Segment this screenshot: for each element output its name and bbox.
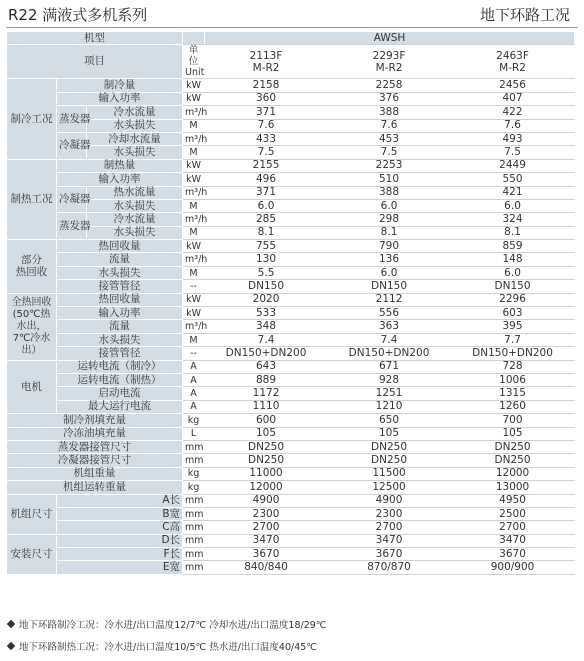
value-2463: 6.0: [451, 199, 575, 212]
value-2463: 8.1: [451, 226, 575, 239]
value-2293: 136: [328, 253, 451, 266]
param-label: 冷却水流量: [87, 132, 183, 145]
unit-cell: kW: [183, 79, 205, 92]
unit-cell: m³/h: [183, 320, 205, 333]
value-2293: 671: [328, 360, 451, 373]
unit-cell: kW: [183, 307, 205, 320]
unit-cell: m³/h: [183, 106, 205, 119]
table-row: [7, 347, 575, 360]
param-label: 最大运行电流: [57, 400, 183, 413]
value-2463: 395: [451, 320, 575, 333]
note-cooling-text: 地下环路制冷工况：冷水进/出口温度12/7℃ 冷却水进/出口温度18/29℃: [19, 620, 327, 631]
value-2463: 1260: [451, 400, 575, 413]
unit-cell: m³/h: [183, 213, 205, 226]
value-2463: 603: [451, 307, 575, 320]
value-2463: 859: [451, 240, 575, 253]
param-label: A长: [57, 494, 183, 507]
value-2113: 2020: [205, 293, 328, 306]
sub-section-label: 蒸发器: [57, 213, 87, 240]
table-row: [7, 226, 575, 239]
table-row: [7, 373, 575, 386]
unit-cell: M: [183, 226, 205, 239]
model-row: [7, 32, 575, 45]
value-2293: 6.0: [328, 199, 451, 212]
table-row: [7, 213, 575, 226]
unit-cell: mm: [183, 561, 205, 574]
param-label: 流量: [57, 320, 183, 333]
value-2113: 348: [205, 320, 328, 333]
unit-cell: mm: [183, 534, 205, 547]
unit-cell: A: [183, 400, 205, 413]
condition-title: 地下环路工况: [479, 6, 570, 24]
value-2463: 2456: [451, 79, 575, 92]
table-row: [7, 548, 575, 561]
value-2113: 2300: [205, 507, 328, 520]
value-2113: DN250: [205, 440, 328, 453]
model-2293: 2293F M-R2: [328, 45, 451, 79]
value-2113: 105: [205, 427, 328, 440]
param-label: 水头损失: [87, 146, 183, 159]
table-row: [7, 481, 575, 494]
table-row: [7, 119, 575, 132]
value-2293: 2258: [328, 79, 451, 92]
value-2463: 407: [451, 92, 575, 105]
value-2113: 130: [205, 253, 328, 266]
unit-cell: mm: [183, 548, 205, 561]
value-2463: 3670: [451, 548, 575, 561]
value-2293: 11500: [328, 467, 451, 480]
sub-section-label: 冷凝器: [57, 132, 87, 159]
param-label: 冷水流量: [87, 213, 183, 226]
value-2463: 7.5: [451, 146, 575, 159]
param-label: 热水流量: [87, 186, 183, 199]
value-2463: 6.0: [451, 266, 575, 279]
param-label: 启动电流: [57, 387, 183, 400]
value-2293: 928: [328, 373, 451, 386]
table-row: [7, 467, 575, 480]
table-row: [7, 92, 575, 105]
param-label: 水头损失: [87, 199, 183, 212]
item-row: [7, 45, 575, 79]
value-2293: 2112: [328, 293, 451, 306]
table-row: [7, 561, 575, 574]
param-label: 水头损失: [57, 266, 183, 279]
value-2463: 422: [451, 106, 575, 119]
value-2463: DN150: [451, 280, 575, 293]
value-2113: 755: [205, 240, 328, 253]
param-label: 水头损失: [57, 333, 183, 346]
value-2293: 650: [328, 414, 451, 427]
param-label: 热回收量: [57, 293, 183, 306]
unit-cell: M: [183, 146, 205, 159]
unit-cell: m³/h: [183, 253, 205, 266]
table-row: [7, 534, 575, 547]
value-2113: DN150: [205, 280, 328, 293]
table-row: [7, 159, 575, 172]
value-2113: 360: [205, 92, 328, 105]
value-2463: 324: [451, 213, 575, 226]
value-2293: 388: [328, 106, 451, 119]
spec-table: [6, 31, 575, 575]
value-2113: 1110: [205, 400, 328, 413]
param-label: 冷水流量: [87, 106, 183, 119]
value-2293: 556: [328, 307, 451, 320]
value-2293: 2253: [328, 159, 451, 172]
unit-cell: kg: [183, 467, 205, 480]
value-2463: 4950: [451, 494, 575, 507]
value-2463: DN250: [451, 454, 575, 467]
value-2293: DN250: [328, 440, 451, 453]
param-label: 运转电流（制冷）: [57, 360, 183, 373]
table-row: [7, 414, 575, 427]
value-2463: 105: [451, 427, 575, 440]
value-2113: 643: [205, 360, 328, 373]
value-2113: DN150+DN200: [205, 347, 328, 360]
value-2463: 700: [451, 414, 575, 427]
value-2293: 12500: [328, 481, 451, 494]
param-label: 冷冻油填充量: [7, 427, 183, 440]
value-2293: 7.5: [328, 146, 451, 159]
value-2113: 8.1: [205, 226, 328, 239]
unit-cell: A: [183, 360, 205, 373]
sub-section-label: 冷凝器: [57, 186, 87, 213]
unit-cell: mm: [183, 440, 205, 453]
unit-cell: mm: [183, 454, 205, 467]
table-row: [7, 333, 575, 346]
value-2463: 2296: [451, 293, 575, 306]
param-label: 接管管径: [57, 280, 183, 293]
unit-cell: kg: [183, 414, 205, 427]
unit-cell: mm: [183, 507, 205, 520]
value-2113: 889: [205, 373, 328, 386]
value-2113: 2155: [205, 159, 328, 172]
param-label: 流量: [57, 253, 183, 266]
table-row: [7, 79, 575, 92]
value-2113: 2700: [205, 521, 328, 534]
value-2293: 4900: [328, 494, 451, 507]
value-2463: 2500: [451, 507, 575, 520]
series-title: R22 满液式多机系列: [8, 6, 148, 24]
table-row: [7, 146, 575, 159]
value-2113: 1172: [205, 387, 328, 400]
value-2463: 2700: [451, 521, 575, 534]
value-2293: 1251: [328, 387, 451, 400]
value-2463: 1006: [451, 373, 575, 386]
table-row: [7, 240, 575, 253]
value-2113: 5.5: [205, 266, 328, 279]
param-label: 制热量: [57, 159, 183, 172]
table-row: [7, 427, 575, 440]
model-value: AWSH: [205, 32, 575, 45]
value-2113: DN250: [205, 454, 328, 467]
value-2293: 388: [328, 186, 451, 199]
unit-cell: A: [183, 373, 205, 386]
unit-cell: kW: [183, 240, 205, 253]
param-label: 蒸发器接管尺寸: [7, 440, 183, 453]
value-2113: 7.5: [205, 146, 328, 159]
value-2293: DN150+DN200: [328, 347, 451, 360]
unit-cell: A: [183, 387, 205, 400]
param-label: E宽: [57, 561, 183, 574]
value-2113: 840/840: [205, 561, 328, 574]
table-row: [7, 494, 575, 507]
value-2463: DN250: [451, 440, 575, 453]
unit-cell: kW: [183, 293, 205, 306]
value-2293: 363: [328, 320, 451, 333]
table-row: [7, 440, 575, 453]
model-2463: 2463F M-R2: [451, 45, 575, 79]
param-label: 运转电流（制热）: [57, 373, 183, 386]
value-2293: 3670: [328, 548, 451, 561]
value-2463: 13000: [451, 481, 575, 494]
table-row: [7, 106, 575, 119]
value-2463: DN150+DN200: [451, 347, 575, 360]
table-row: [7, 266, 575, 279]
value-2293: 7.4: [328, 333, 451, 346]
note-heating: [8, 639, 317, 653]
value-2463: 2449: [451, 159, 575, 172]
value-2463: 1315: [451, 387, 575, 400]
value-2293: 790: [328, 240, 451, 253]
value-2293: 8.1: [328, 226, 451, 239]
section-label: 全热回收 (50℃热水出，7℃冷水出）: [7, 293, 57, 360]
value-2113: 6.0: [205, 199, 328, 212]
param-label: 制冷剂填充量: [7, 414, 183, 427]
value-2113: 12000: [205, 481, 328, 494]
value-2113: 371: [205, 186, 328, 199]
value-2293: 870/870: [328, 561, 451, 574]
table-row: [7, 199, 575, 212]
unit-cell: m³/h: [183, 186, 205, 199]
unit-cell: M: [183, 266, 205, 279]
value-2293: 2700: [328, 521, 451, 534]
header-divider: [6, 27, 578, 28]
table-row: [7, 454, 575, 467]
value-2293: 6.0: [328, 266, 451, 279]
item-label: 项目: [7, 45, 183, 79]
value-2293: 510: [328, 173, 451, 186]
value-2113: 433: [205, 132, 328, 145]
value-2463: 3470: [451, 534, 575, 547]
model-unit-blank: [183, 32, 205, 45]
param-label: 机组运转重量: [7, 481, 183, 494]
table-row: [7, 186, 575, 199]
value-2463: 421: [451, 186, 575, 199]
value-2293: 376: [328, 92, 451, 105]
section-label: 部分 热回收: [7, 240, 57, 294]
table-row: [7, 132, 575, 145]
value-2293: 7.6: [328, 119, 451, 132]
model-2113: 2113F M-R2: [205, 45, 328, 79]
value-2463: 728: [451, 360, 575, 373]
table-row: [7, 507, 575, 520]
value-2293: 453: [328, 132, 451, 145]
unit-cell: M: [183, 119, 205, 132]
value-2293: 105: [328, 427, 451, 440]
value-2293: DN250: [328, 454, 451, 467]
table-row: [7, 173, 575, 186]
value-2113: 3670: [205, 548, 328, 561]
param-label: 输入功率: [57, 307, 183, 320]
param-label: C高: [57, 521, 183, 534]
value-2113: 3470: [205, 534, 328, 547]
unit-cell: mm: [183, 521, 205, 534]
section-label: 电机: [7, 360, 57, 414]
unit-cell: kg: [183, 481, 205, 494]
param-label: 机组重量: [7, 467, 183, 480]
value-2113: 371: [205, 106, 328, 119]
value-2463: 148: [451, 253, 575, 266]
unit-cell: kW: [183, 159, 205, 172]
param-label: 水头损失: [87, 226, 183, 239]
value-2113: 7.6: [205, 119, 328, 132]
note-heating-text: 地下环路制热工况：冷水进/出口温度10/5℃ 热水进/出口温度40/45℃: [19, 642, 317, 653]
param-label: B宽: [57, 507, 183, 520]
table-row: [7, 293, 575, 306]
note-cooling: [8, 617, 326, 631]
unit-cell: --: [183, 280, 205, 293]
param-label: 输入功率: [57, 173, 183, 186]
value-2463: 900/900: [451, 561, 575, 574]
value-2113: 2158: [205, 79, 328, 92]
value-2113: 496: [205, 173, 328, 186]
value-2463: 493: [451, 132, 575, 145]
unit-cell: --: [183, 347, 205, 360]
value-2113: 7.4: [205, 333, 328, 346]
param-label: D长: [57, 534, 183, 547]
param-label: 冷凝器接管尺寸: [7, 454, 183, 467]
section-label: 机组尺寸: [7, 494, 57, 534]
unit-cell: L: [183, 427, 205, 440]
value-2463: 12000: [451, 467, 575, 480]
param-label: 接管管径: [57, 347, 183, 360]
value-2293: 3470: [328, 534, 451, 547]
unit-cell: mm: [183, 494, 205, 507]
table-row: [7, 521, 575, 534]
value-2463: 7.7: [451, 333, 575, 346]
param-label: 输入功率: [57, 92, 183, 105]
table-row: [7, 400, 575, 413]
param-label: 制冷量: [57, 79, 183, 92]
unit-cell: kW: [183, 173, 205, 186]
param-label: 热回收量: [57, 240, 183, 253]
unit-label: 单位 Unit: [183, 45, 205, 79]
unit-cell: m³/h: [183, 132, 205, 145]
value-2113: 4900: [205, 494, 328, 507]
param-label: F长: [57, 548, 183, 561]
unit-cell: kW: [183, 92, 205, 105]
value-2113: 11000: [205, 467, 328, 480]
table-row: [7, 253, 575, 266]
table-row: [7, 280, 575, 293]
value-2293: 298: [328, 213, 451, 226]
value-2463: 7.6: [451, 119, 575, 132]
table-row: [7, 387, 575, 400]
value-2113: 533: [205, 307, 328, 320]
unit-cell: M: [183, 333, 205, 346]
unit-cell: M: [183, 199, 205, 212]
table-row: [7, 320, 575, 333]
section-label: 制冷工况: [7, 79, 57, 159]
value-2293: 1210: [328, 400, 451, 413]
model-label: 机型: [7, 32, 183, 45]
table-row: [7, 307, 575, 320]
bullet-icon: [7, 620, 15, 628]
value-2293: 2300: [328, 507, 451, 520]
table-row: [7, 360, 575, 373]
value-2113: 600: [205, 414, 328, 427]
value-2113: 285: [205, 213, 328, 226]
value-2463: 550: [451, 173, 575, 186]
sub-section-label: 蒸发器: [57, 106, 87, 133]
value-2293: DN150: [328, 280, 451, 293]
bullet-icon: [7, 642, 15, 650]
section-label: 制热工况: [7, 159, 57, 239]
section-label: 安装尺寸: [7, 534, 57, 574]
param-label: 水头损失: [87, 119, 183, 132]
